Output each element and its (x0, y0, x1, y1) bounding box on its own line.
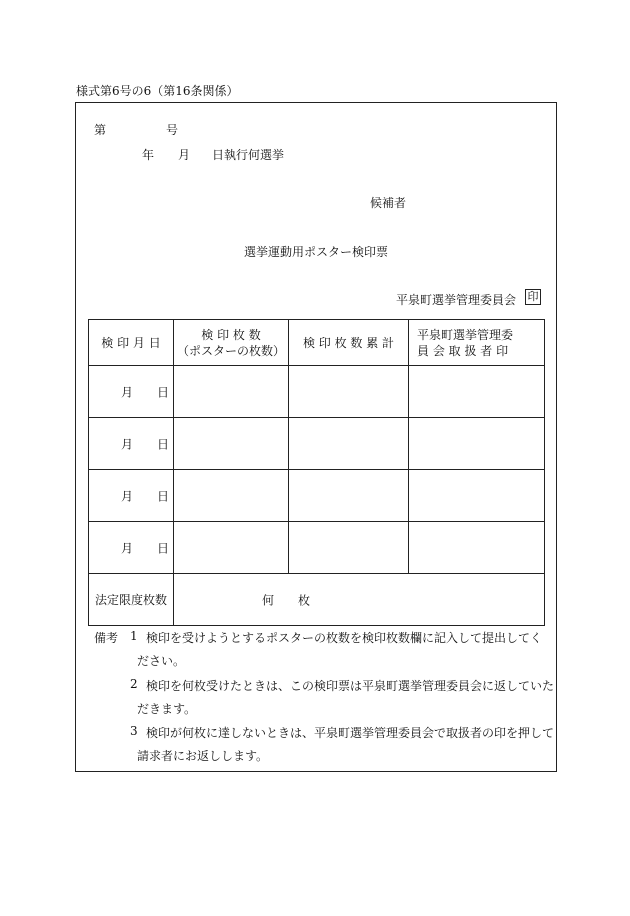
note-number: 1 (130, 629, 138, 643)
date-cell[interactable] (89, 522, 174, 574)
header-stamp-date: 検 印 月 日 (89, 320, 174, 366)
notes-label: 備考 (94, 631, 119, 645)
legal-limit-value: 何 (262, 593, 275, 607)
header-cumulative: 検 印 枚 数 累 計 (289, 320, 409, 366)
election-date-label: 日執行何選挙 (212, 148, 285, 162)
committee-name: 平泉町選挙管理委員会 (396, 293, 517, 307)
table-row (89, 366, 545, 418)
document-heading: 選挙運動用ポスター検印票 (244, 245, 389, 259)
form-title: 様式第6号の6（第16条関係） (76, 84, 239, 98)
date-cell[interactable] (89, 470, 174, 522)
stamp-table (88, 319, 545, 626)
day-text: 日 (157, 541, 170, 555)
note-number: 2 (130, 677, 138, 691)
officer-seal-cell[interactable] (409, 418, 545, 470)
day-text: 日 (157, 437, 170, 451)
cumulative-cell[interactable] (289, 470, 409, 522)
cumulative-cell[interactable] (289, 418, 409, 470)
table-row (89, 522, 545, 574)
legal-limit-value-cell[interactable] (174, 574, 545, 626)
year-label: 年 (142, 148, 155, 162)
stamp-count-cell[interactable] (174, 366, 289, 418)
officer-seal-cell[interactable] (409, 470, 545, 522)
note-number: 3 (130, 724, 138, 738)
candidate-label: 候補者 (370, 196, 407, 210)
header-officer-seal-line2: 員 会 取 扱 者 印 (417, 343, 509, 358)
note-text-line: 請求者にお返しします。 (137, 749, 269, 763)
month-label: 月 (178, 148, 191, 162)
legal-limit-label: 法定限度枚数 (89, 574, 174, 626)
cumulative-cell[interactable] (289, 366, 409, 418)
month-text: 月 (121, 385, 134, 399)
stamp-count-cell[interactable] (174, 470, 289, 522)
day-text: 日 (157, 489, 170, 503)
date-cell[interactable] (89, 366, 174, 418)
cumulative-cell[interactable] (289, 522, 409, 574)
table-header-row (89, 320, 545, 366)
month-text: 月 (121, 541, 134, 555)
note-text-line: 検印を受けようとするポスターの枚数を検印枚数欄に記入して提出してく (146, 631, 543, 645)
table-row (89, 470, 545, 522)
header-officer-seal-line1: 平泉町選挙管理委 (417, 327, 514, 342)
note-text-line: 検印を何枚受けたときは、この検印票は平泉町選挙管理委員会に返していた (146, 679, 555, 693)
stamp-count-cell[interactable] (174, 522, 289, 574)
note-text-line: 検印が何枚に達しないときは、平泉町選挙管理委員会で取扱者の印を押して (146, 726, 555, 740)
date-cell[interactable] (89, 418, 174, 470)
legal-limit-unit: 枚 (298, 593, 311, 607)
table-row (89, 418, 545, 470)
header-officer-seal (409, 320, 545, 366)
note-text-line: だきます。 (137, 702, 197, 716)
officer-seal-cell[interactable] (409, 522, 545, 574)
number-suffix: 号 (166, 123, 179, 137)
month-text: 月 (121, 437, 134, 451)
header-stamp-count-line2: （ポスターの枚数） (176, 343, 285, 358)
header-stamp-count (174, 320, 289, 366)
stamp-count-cell[interactable] (174, 418, 289, 470)
header-stamp-count-line1: 検 印 枚 数 (201, 327, 261, 342)
note-text-line: ださい。 (137, 654, 186, 668)
month-text: 月 (121, 489, 134, 503)
day-text: 日 (157, 385, 170, 399)
seal-mark: 印 (525, 289, 541, 305)
legal-limit-row (89, 574, 545, 626)
officer-seal-cell[interactable] (409, 366, 545, 418)
number-label: 第 (94, 123, 107, 137)
